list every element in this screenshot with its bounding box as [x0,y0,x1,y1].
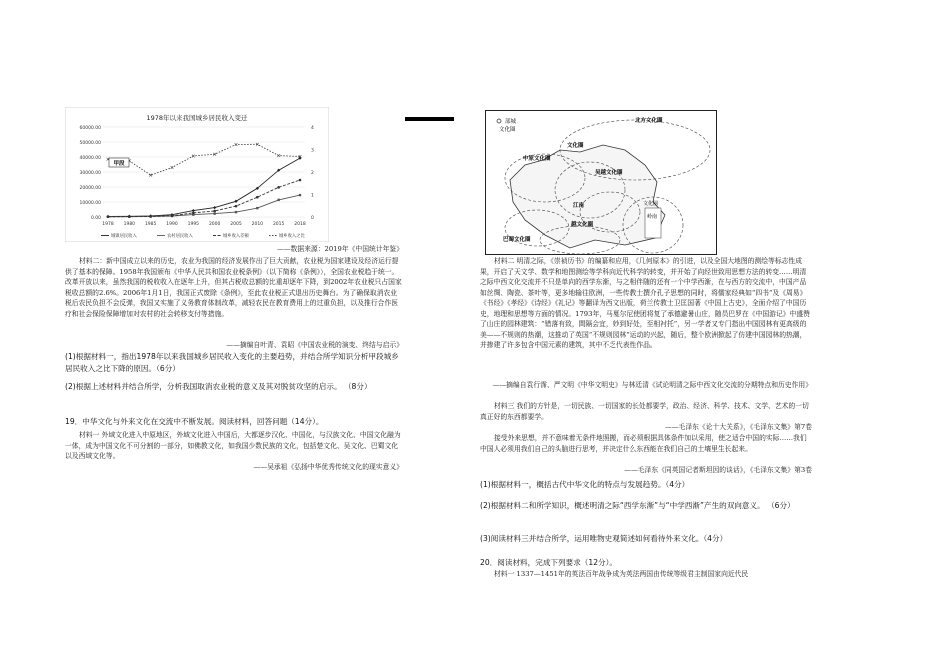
material-2-text: 材料二：新中国成立以来的历史，农业为我国的经济发展作出了巨大贡献，农业税为国家建设及经济运行提供了基本的保障。1958年我国颁布《中华人民共和国农业税条例》（以下简称《条例》），全国农业税趋于统一。改革开放以来，虽然我国的税收收入在逐年上升，但其占税收总额的比重却逐年下降，到2002年农业税只占国家税收总额的2.6%。2006年1月1日，我国正式废除《条例》，至此农业税正式退出历史舞台。为了确保取消农业税后农民负担不会反弹，我国又实施了义务教育体制改革，减轻农民在教育费用上的过重负担，以及推行合作医疗和社会保险保障增加对农村的社会转移支付等措施。 [65,257,402,318]
right-tick-label: 0 [311,215,314,221]
left-tick-label: 40000.00 [79,155,101,161]
legend-label: 城乡收入之比 [279,234,305,239]
question-2: (2)根据材料二和所学知识，概述明清之际“西学东渐”与“中学西渐”产生的双向意义。 （6分） [480,501,795,510]
data-point [128,215,131,218]
map-label-8: 越文化圈 [571,222,594,228]
map-label-5: 中原文化圈 [523,156,551,162]
left-tick-label: 60000.00 [79,125,101,131]
question-2: (2)根据上述材料并结合所学，分析我国取消农业税的意义及其对脱贫攻坚的启示。 （8分） [65,382,372,391]
data-point [192,212,195,215]
x-tick-label: 2015 [272,222,285,227]
question-1: (1)根据材料一，指出1978年以来我国城乡居民收入变化的主要趋势，并结合所学知识分析甲段城乡居民收入之比下降的原因。（6分） [65,352,399,373]
material-2-source: ——摘编自叶青、袁昭《中国农业税的演变、终结与启示》 [226,341,403,349]
question-19: 19．中华文化与外来文化在交流中不断发展。阅读材料，回答问题（14分）。 [65,417,324,426]
annotation-label: 甲段 [113,161,125,167]
map-label-9: 吴越文化圈 [595,170,623,176]
material-3-part-1: 材料三 我们的方针是，一切民族、一切国家的长处都要学，政治、经济、科学、技术、文学、艺术的一切真正好的东西都要学。 [480,402,809,421]
data-point [256,196,259,199]
data-point [299,194,301,196]
map-label-10: 文化圈 [643,201,659,207]
question-3: (3)阅读材料三并结合所学，运用唯物史观简述如何看待外来文化。（4分） [480,534,728,543]
data-point [235,211,237,213]
map-label-11: 岭南 [647,214,658,220]
data-point [171,214,174,217]
page-divider [405,117,454,121]
x-tick-label: 1990 [166,222,178,227]
data-point [256,207,258,209]
data-point [299,179,302,182]
material-3-part-2: 接受外来思想，并不意味着无条件地照搬，而必须根据具体条件加以采用，使之适合中国的实际……我们中国人必须用我们自己的头脑进行思考，并决定什么东西能在我们自己的土壤里生长起来。 [480,434,807,453]
data-point [277,186,280,189]
data-point [213,210,216,213]
question-20-material-1: 材料一 1337—1451年的英法百年战争成为英法两国由传统等级君主制国家向近代民 [494,570,749,578]
data-point [235,205,238,208]
x-tick-label: 1985 [144,222,157,227]
material-2-source: ——摘编自袁行霈、严文明《中华文明史》与林廷清《试论明清之际中西文化交流的分期特点和历史作用》 [492,381,812,389]
map-label-7: 江南 [573,203,585,209]
x-tick-label: 1978 [102,222,114,227]
material-3-source-1: ——毛泽东《论十大关系》，《毛泽东文集》第7卷 [664,423,812,431]
legend-label: 城镇居民收入 [111,234,137,239]
left-tick-label: 30000.00 [79,170,101,176]
income-chart [65,107,329,242]
x-tick-label: 2018 [294,222,306,227]
x-tick-label: 1995 [187,222,200,227]
right-tick-label: 2 [311,170,314,176]
right-tick-label: 1 [311,193,314,199]
x-tick-label: 2000 [208,222,221,227]
annotation-jia [109,158,129,167]
left-tick-label: 20000.00 [79,185,101,191]
map-label-6: 巴蜀文化圈 [503,237,531,243]
data-point [277,199,279,201]
legend-label: 城乡收入差额 [223,234,249,239]
question-19-material-1-source: ——吴承祖《弘扬中华优秀传统文化的现实意义》 [253,463,403,471]
right-tick-label: 3 [311,148,314,154]
left-tick-label: 50000.00 [79,140,101,146]
x-tick-label: 2005 [230,222,242,227]
chart-source: ——数据来源：2019年《中国统计年鉴》 [276,245,403,253]
material-3-source-2: ——毛泽东《同英国记者斯坦因的谈话》，《毛泽东文集》第3卷 [624,466,812,474]
legend-label: 农村居民收入 [167,234,193,239]
data-point [107,215,110,218]
data-point [213,212,215,214]
cultural-circles-map [485,110,717,255]
data-point [149,215,152,218]
left-tick-label: 0.00 [90,215,101,221]
question-19-material-1: 材料一 外域文化进入中原地区，外域文化进入中国后，大都逐步汉化、中国化，与汉族文化、中国文化融为一体，成为中国文化不可分割的一部分，如佛教文化，如我国少数民族的文化，包括楚文化、吴文化、巴蜀文化以及西域文化等。 [65,431,401,460]
material-2-text: 材料二 明清之际，《崇祯历书》的编纂和应用，《几何原本》的引进，以及全国大地图的测绘等标志性成果，开启了天文学、数学和地图测绘等学科向近代科学的转变，并开始了向经世致用思想方法的转变……明清之际中西文化交流并不只是单向的西学东渐，与之相伴随的还有一个中学西渐，在与西方的交流中，中国产品如丝绸、陶瓷、茶叶等，更多地输往欧洲，一些传教士撰介孔子思想的同时，将儒家经典如“四书”及《周易》《书经》《孝经》《诗经》《礼记》等翻译为西文出版，荷兰传教士卫匡国著《中国上古史》，全面介绍了中国历史，地理和思想等方面的情况。1793年，马戛尔尼使团将复了承德避暑山庄，随员巴罗在《中国游记》中盛赞了山庄的园林建筑：“错落有致，間隔会宜，妙到好处，至相衬托”，另一学者又专门指出中国园林有更高级的美——不规则的热潮，这推动了英国“不规则园林”运动的兴起，随后，整个欧洲掀起了仿建中国园林的热潮，并掺建了许多包含中国元素的建筑，其中不乏代表性作品。 [480,257,810,349]
x-tick-label: 2010 [251,222,264,227]
left-tick-label: 10000.00 [79,200,101,206]
map-label-1: 部城 [505,119,517,125]
x-tick-label: 1980 [123,222,136,227]
chart-title: 1978年以来我国城乡居民收入变迁 [146,114,248,122]
map-label-3: 北方文化圈 [635,118,663,124]
map-label-2: 文化圈 [499,127,516,133]
question-20: 20．阅读材料，完成下列要求（12分）。 [480,558,618,567]
map-label-4: 文化圈 [567,143,584,149]
question-1: (1)根据材料一，概括古代中华文化的特点与发展趋势。（4分） [480,480,690,489]
right-tick-label: 4 [311,125,314,131]
